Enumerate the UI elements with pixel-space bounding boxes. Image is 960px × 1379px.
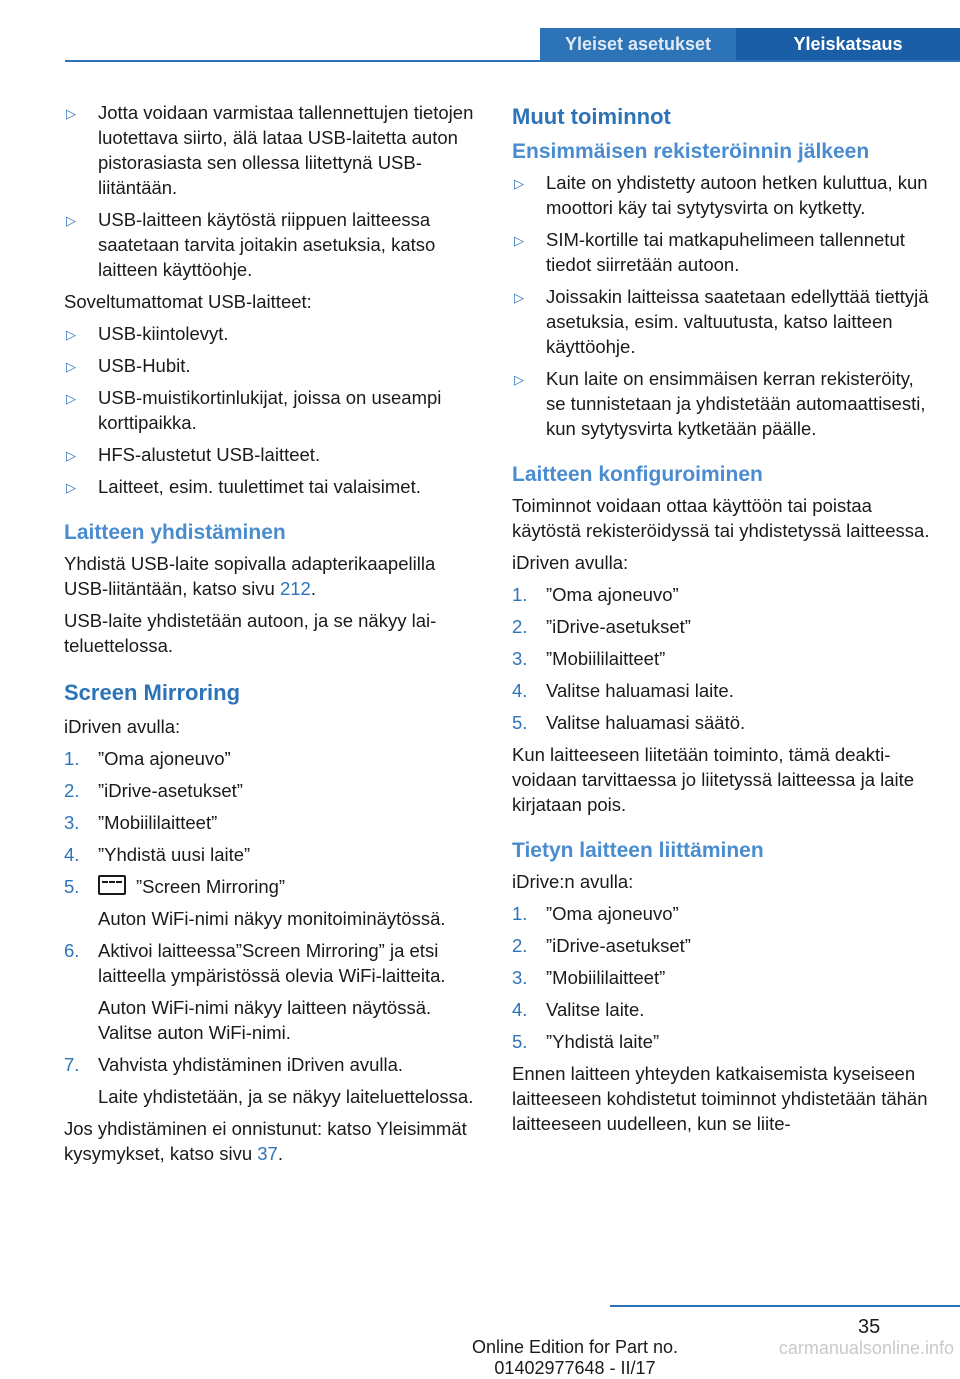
list-item: ▷ USB-kiintolevyt.	[64, 321, 482, 346]
page-link-212[interactable]: 212	[279, 578, 311, 599]
configure-heading: Laitteen konfiguroiminen	[512, 463, 763, 486]
configure-intro: iDriven avulla:	[512, 552, 629, 573]
mirroring-heading: Screen Mirroring	[64, 680, 241, 705]
mirroring-intro: iDriven avulla:	[64, 716, 181, 737]
step-item: 2. ”iDrive-asetukset”	[64, 780, 243, 801]
list-item: ▷ Laite on yhdistetty autoon hetken kuluttua, kun moottori käy tai sytytysvirta on kytketty.	[514, 172, 928, 218]
header-section-tab: Yleiset asetukset	[540, 28, 736, 60]
step-item: 1. ”Oma ajoneuvo”	[512, 584, 679, 605]
list-item: ▷ SIM-kortille tai matkapuhelimeen tallennetut tiedot siirretään autoon.	[514, 229, 905, 275]
screen-mirroring-icon	[98, 875, 126, 895]
page-link-37[interactable]: 37	[257, 1143, 278, 1164]
list-item: ▷ Jotta voidaan varmistaa tallennettujen tietojen luotettava siirto, älä lataa USB-laitetta auton pistorasiasta sen ollessa liitettynä USB-liitäntään.	[66, 102, 474, 198]
step-item: 4. Valitse haluamasi laite.	[512, 680, 734, 701]
attach-intro: iDrive:n avulla:	[512, 871, 634, 892]
triangle-bullet-icon: ▷	[66, 213, 76, 228]
list-item: ▷ Laitteet, esim. tuulettimet tai valaisimet.	[64, 474, 482, 499]
step-item: 3. ”Mobiililaitteet”	[64, 812, 218, 833]
fail-paragraph: Jos yhdistäminen ei onnistunut: katso Yleisimmät kysymykset, katso sivu 37.	[64, 1118, 467, 1164]
unsuitable-title: Soveltumattomat USB-laitteet:	[64, 291, 312, 312]
step-item: 2. ”iDrive-asetukset”	[512, 616, 691, 637]
triangle-bullet-icon: ▷	[514, 233, 524, 248]
step-item: 5. ”Screen Mirroring”	[64, 876, 286, 897]
list-item: ▷ USB-muistikortinlukijat, joissa on useampi korttipaikka.	[66, 387, 442, 433]
triangle-bullet-icon: ▷	[514, 176, 524, 191]
step-item: 2. ”iDrive-asetukset”	[512, 935, 691, 956]
left-column	[64, 100, 482, 1173]
configure-paragraph: Toiminnot voidaan ottaa käyttöön tai poistaa käytöstä rekisteröidyssä tai yhdistetyssä laitteessa.	[512, 495, 930, 541]
list-item: ▷ USB-laitteen käytöstä riippuen laitteessa saatetaan tarvita joitakin asetuksia, katso laitteen käyttöohje.	[66, 209, 436, 280]
triangle-bullet-icon: ▷	[66, 359, 76, 374]
step-item: 1. ”Oma ajoneuvo”	[64, 748, 231, 769]
connect-paragraph: Yhdistä USB-laite sopivalla adapterikaapelilla USB-liitäntään, katso sivu 212.	[64, 553, 436, 599]
triangle-bullet-icon: ▷	[66, 106, 76, 121]
configure-after: Kun laitteeseen liitetään toiminto, tämä deaktivoidaan tarvittaessa jo liitetyssä laitteessa ja laite kirjataan pois.	[512, 744, 915, 815]
other-functions-heading: Muut toiminnot	[512, 104, 671, 129]
step-item: 3. ”Mobiililaitteet”	[512, 967, 666, 988]
list-item: ▷ Kun laite on ensimmäisen kerran rekisteröity, se tunnistetaan ja yhdistetään automaattisesti, kun sytytysvirta kytketään päälle.	[514, 368, 926, 439]
page-number: 35	[858, 1316, 881, 1338]
step-item: 7. Vahvista yhdistäminen iDriven avulla.	[64, 1054, 404, 1075]
list-item: ▷ USB-Hubit.	[64, 353, 482, 378]
step-item: 4. ”Yhdistä uusi laite”	[64, 844, 251, 865]
header-rule	[65, 60, 960, 62]
triangle-bullet-icon: ▷	[514, 372, 524, 387]
step-7-note: Laite yhdistetään, ja se näkyy laiteluettelossa.	[98, 1086, 474, 1107]
triangle-bullet-icon: ▷	[514, 290, 524, 305]
step-5-note: Auton WiFi-nimi näkyy monitoiminäytössä.	[98, 908, 446, 929]
footer-rule	[610, 1305, 960, 1307]
connect-paragraph-2: USB-laite yhdistetään autoon, ja se näkyy laiteluettelossa.	[64, 610, 437, 656]
step-item: 1. ”Oma ajoneuvo”	[512, 903, 679, 924]
step-item: 5. Valitse haluamasi säätö.	[512, 712, 746, 733]
list-item: ▷ Joissakin laitteissa saatetaan edellyttää tiettyjä asetuksia, esim. valtuutusta, katso laitteen käyttöohje.	[514, 286, 929, 357]
edition-note: Online Edition for Part no. 01402977648 - II/17	[471, 1337, 679, 1378]
attach-after: Ennen laitteen yhteyden katkaisemista kyseiseen laitteeseen kohdistetut toiminnot yhdistetään tähän laitteeseen uudelleen, kun se liite-	[512, 1063, 928, 1134]
attach-heading: Tietyn laitteen liittäminen	[512, 839, 764, 862]
step-item: 3. ”Mobiililaitteet”	[512, 648, 666, 669]
step-6-note: Auton WiFi-nimi näkyy laitteen näytössä. Valitse auton WiFi-nimi.	[98, 997, 432, 1043]
triangle-bullet-icon: ▷	[66, 327, 76, 342]
connect-heading: Laitteen yhdistäminen	[64, 521, 286, 544]
triangle-bullet-icon: ▷	[66, 448, 76, 463]
right-column	[512, 100, 932, 1143]
step-item: 5. ”Yhdistä laite”	[512, 1031, 660, 1052]
list-item: ▷ HFS-alustetut USB-laitteet.	[64, 442, 482, 467]
watermark: carmanualsonline.info	[778, 1338, 954, 1358]
step-item: 4. Valitse laite.	[512, 999, 645, 1020]
triangle-bullet-icon: ▷	[66, 480, 76, 495]
step-item: 6. Aktivoi laitteessa”Screen Mirroring” ja etsi laitteella ympäristössä olevia WiFi-laitteita.	[64, 940, 446, 986]
triangle-bullet-icon: ▷	[66, 391, 76, 406]
header-chapter-tab: Yleiskatsaus	[736, 28, 960, 60]
after-registration-heading: Ensimmäisen rekisteröinnin jälkeen	[512, 140, 870, 163]
